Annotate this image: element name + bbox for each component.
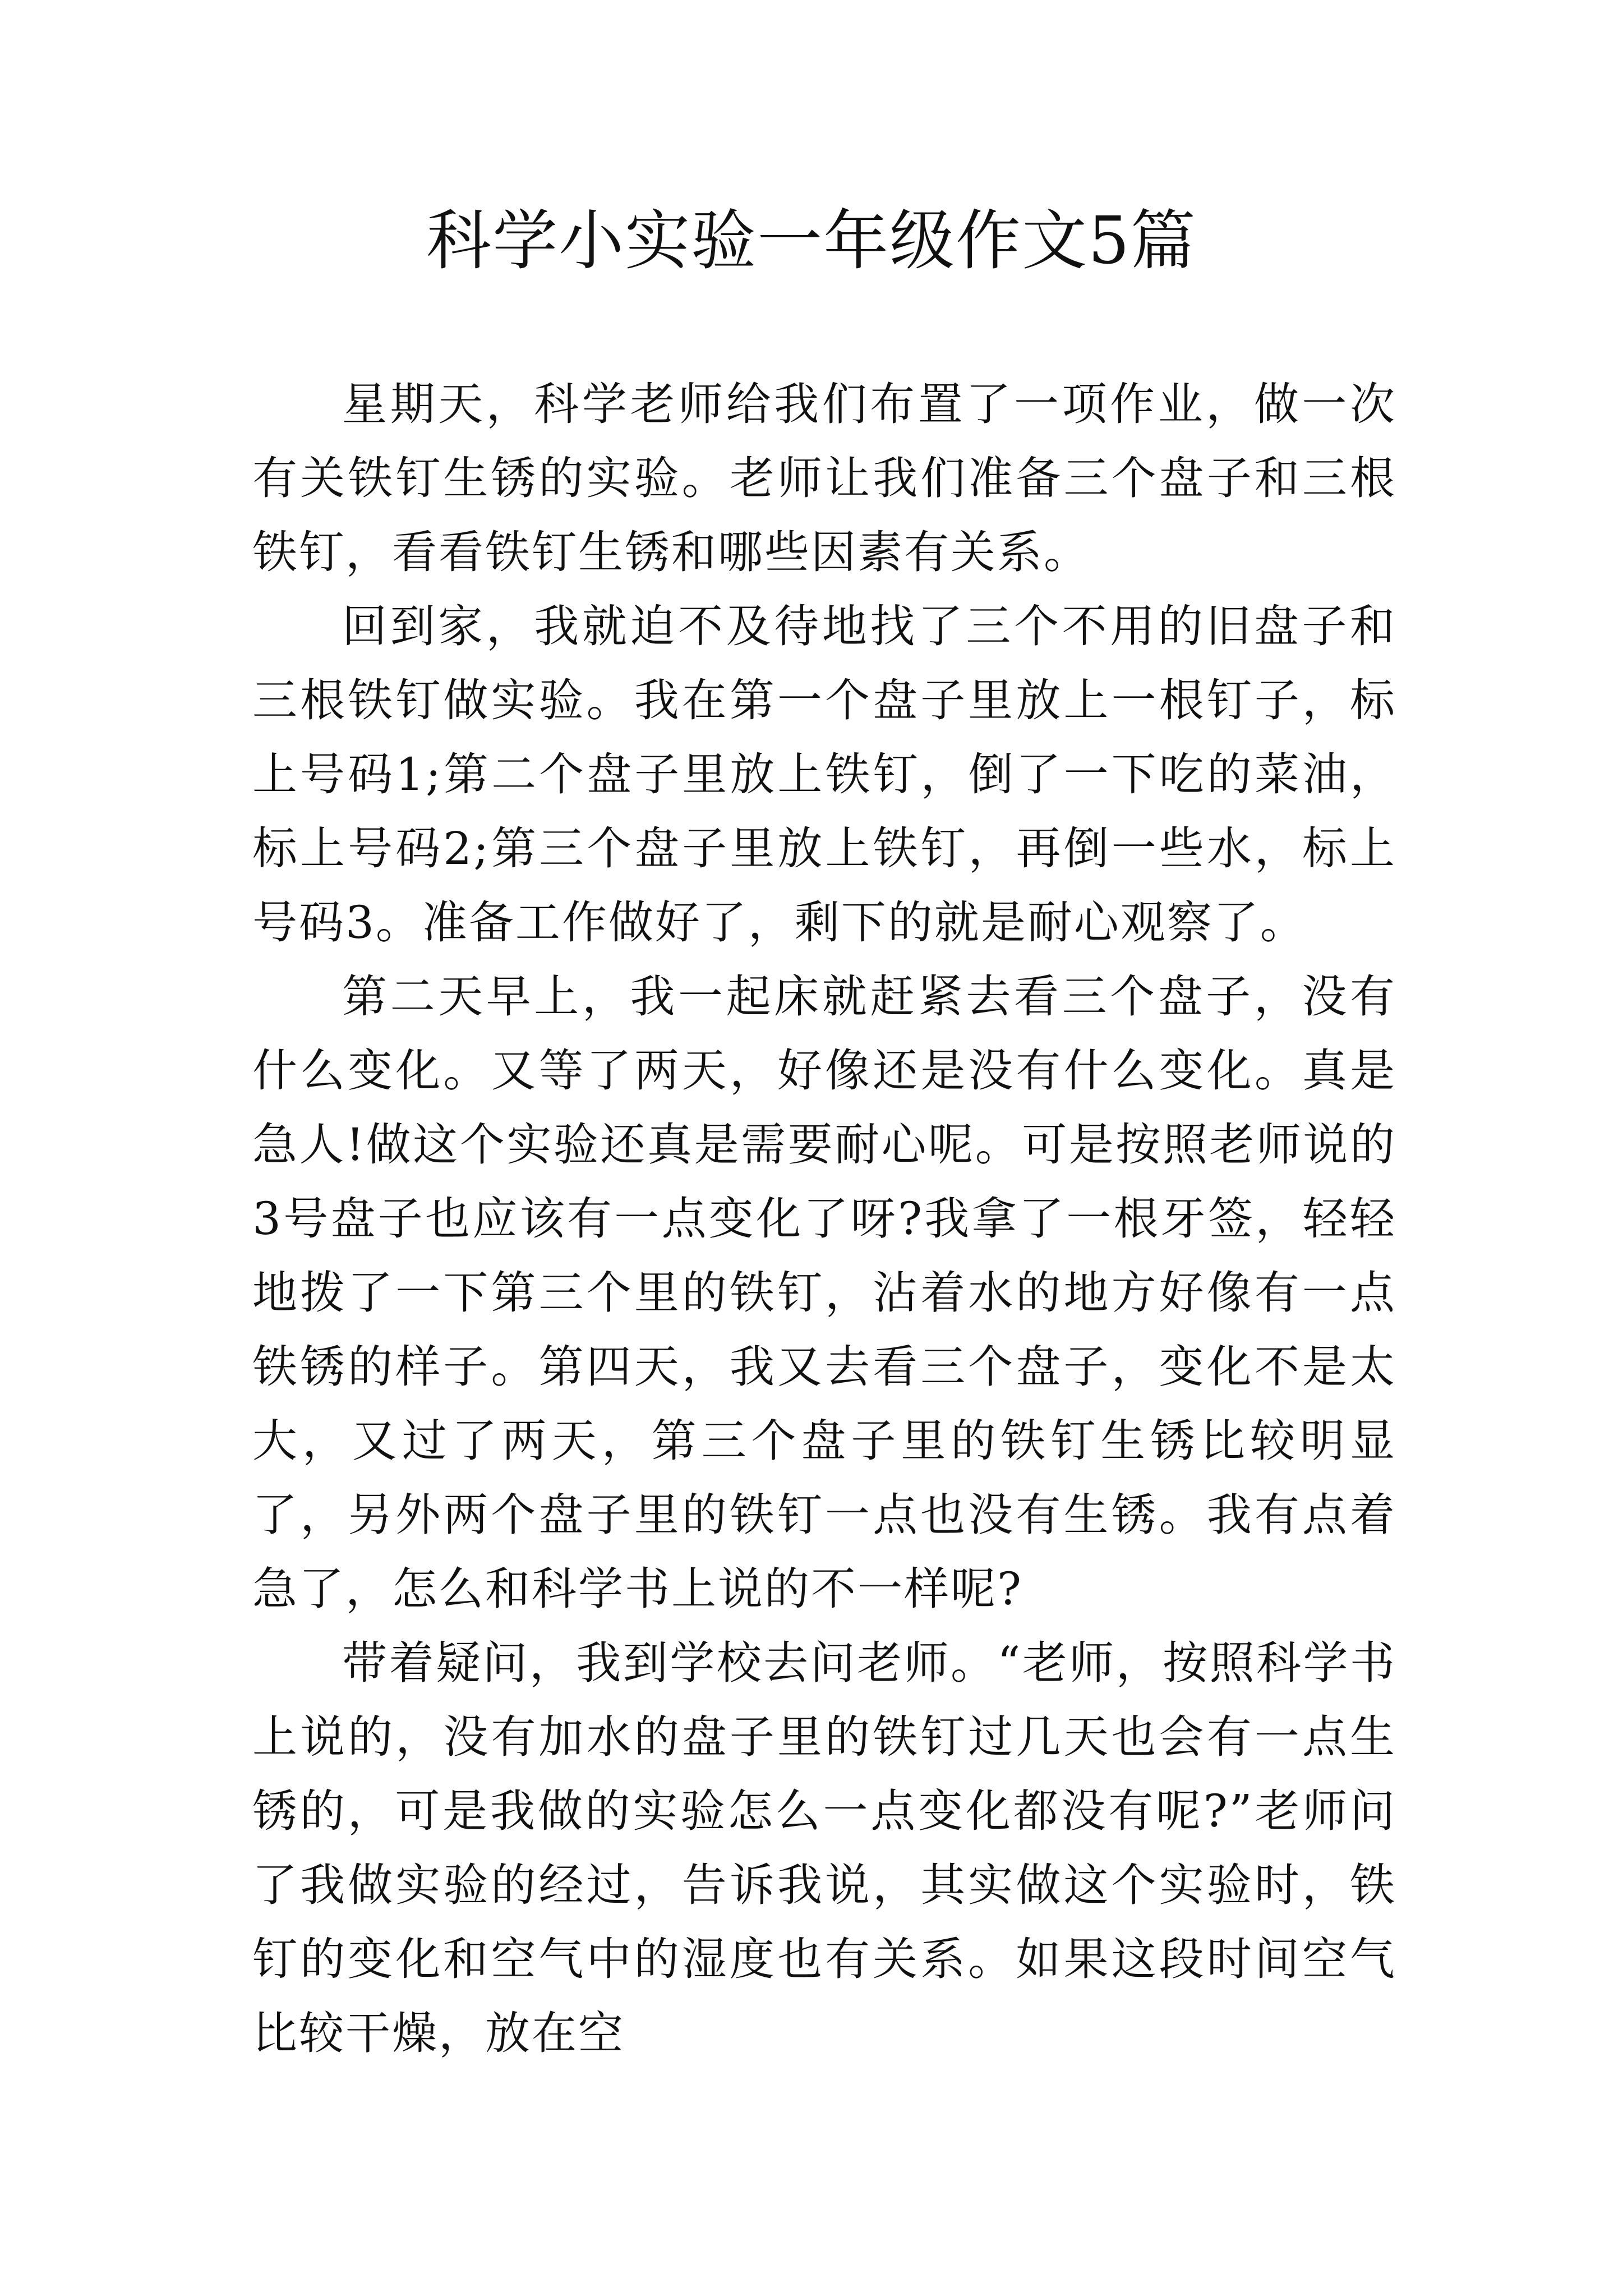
paragraph-1: 星期天，科学老师给我们布置了一项作业，做一次有关铁钉生锈的实验。老师让我们准备三个盘子和三根铁钉，看看铁钉生锈和哪些因素有关系。	[252, 378, 1396, 578]
document-body	[252, 367, 1396, 2070]
paragraph-4: 带着疑问，我到学校去问老师。“老师，按照科学书上说的，没有加水的盘子里的铁钉过几天也会有一点生锈的，可是我做的实验怎么一点变化都没有呢?”老师问了我做实验的经过，告诉我说，其实做这个实验时，铁钉的变化和空气中的湿度也有关系。如果这段时间空气比较干燥，放在空	[252, 1637, 1396, 2059]
paragraph-3: 第二天早上，我一起床就赶紧去看三个盘子，没有什么变化。又等了两天，好像还是没有什么变化。真是急人!做这个实验还真是需要耐心呢。可是按照老师说的3号盘子也应该有一点变化了呀?我拿了一根牙签，轻轻地拨了一下第三个里的铁钉，沾着水的地方好像有一点铁锈的样子。第四天，我又去看三个盘子，变化不是太大，又过了两天，第三个盘子里的铁钉生锈比较明显了，另外两个盘子里的铁钉一点也没有生锈。我有点着急了，怎么和科学书上说的不一样呢?	[252, 970, 1396, 1615]
paragraph-2: 回到家，我就迫不及待地找了三个不用的旧盘子和三根铁钉做实验。我在第一个盘子里放上一根钉子，标上号码1;第二个盘子里放上铁钉，倒了一下吃的菜油，标上号码2;第三个盘子里放上铁钉，再倒一些水，标上号码3。准备工作做好了，剩下的就是耐心观察了。	[252, 600, 1396, 949]
document-title: 科学小实验一年级作文5篇	[426, 203, 1197, 279]
